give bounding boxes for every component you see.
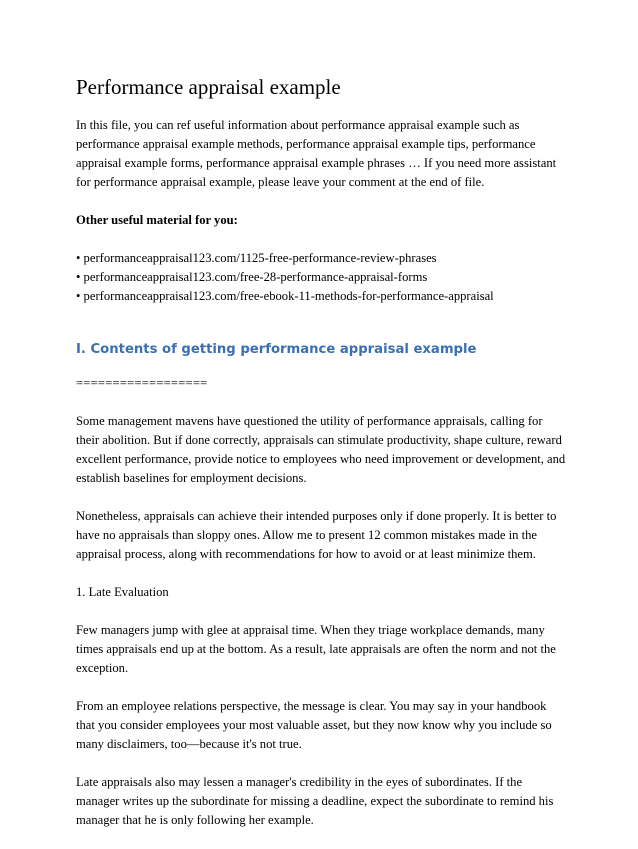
paragraph-line: establish baselines for employment decisions. xyxy=(76,471,307,485)
paragraph-5 xyxy=(76,773,566,830)
paragraph-line: exception. xyxy=(76,661,129,675)
paragraph-line: times appraisals end up at the bottom. As a result, late appraisals are often the norm and not the xyxy=(76,642,556,656)
intro-line: performance appraisal example methods, performance appraisal example tips, performance xyxy=(76,137,536,151)
paragraph-2 xyxy=(76,507,566,564)
item-1-heading: 1. Late Evaluation xyxy=(76,585,169,599)
paragraph-line: appraisal process, along with recommendations for how to avoid or at least minimize them. xyxy=(76,547,536,561)
section-heading: I. Contents of getting performance appraisal example xyxy=(76,342,477,357)
paragraph-line: From an employee relations perspective, the message is clear. You may say in your handbook xyxy=(76,699,547,713)
intro-line: for performance appraisal example, please leave your comment at the end of file. xyxy=(76,175,485,189)
paragraph-line: Some management mavens have questioned the utility of performance appraisals, calling for xyxy=(76,414,543,428)
intro-paragraph xyxy=(76,116,566,192)
paragraph-line: many disclaimers, too—because it's not true. xyxy=(76,737,302,751)
paragraph-line: Nonetheless, appraisals can achieve their intended purposes only if done properly. It is better to xyxy=(76,509,557,523)
document-title: Performance appraisal example xyxy=(76,75,341,99)
paragraph-line: have no appraisals than sloppy ones. Allow me to present 12 common mistakes made in the xyxy=(76,528,537,542)
paragraph-line: that you consider employees your most valuable asset, but they now know why you include so xyxy=(76,718,552,732)
paragraph-1 xyxy=(76,412,566,488)
useful-links-list xyxy=(76,249,566,306)
useful-link[interactable]: • performanceappraisal123.com/1125-free-performance-review-phrases xyxy=(76,251,437,265)
item-1-heading-block xyxy=(76,583,566,602)
paragraph-line: Few managers jump with glee at appraisal time. When they triage workplace demands, many xyxy=(76,623,545,637)
paragraph-4 xyxy=(76,697,566,754)
useful-material-heading-block xyxy=(76,211,566,230)
paragraph-3 xyxy=(76,621,566,678)
useful-link[interactable]: • performanceappraisal123.com/free-ebook-11-methods-for-performance-appraisal xyxy=(76,289,494,303)
paragraph-line: their abolition. But if done correctly, appraisals can stimulate productivity, shape culture, reward xyxy=(76,433,562,447)
paragraph-line: Late appraisals also may lessen a manager's credibility in the eyes of subordinates. If the xyxy=(76,775,523,789)
intro-line: In this file, you can ref useful information about performance appraisal example such as xyxy=(76,118,520,132)
paragraph-line: manager that he is only following her example. xyxy=(76,813,314,827)
section-divider: ================== xyxy=(76,376,208,390)
paragraph-line: manager writes up the subordinate for missing a deadline, expect the subordinate to remind his xyxy=(76,794,554,808)
useful-link[interactable]: • performanceappraisal123.com/free-28-performance-appraisal-forms xyxy=(76,270,428,284)
useful-material-heading: Other useful material for you: xyxy=(76,213,238,227)
paragraph-line: excellent performance, provide notice to employees who need improvement or development, and xyxy=(76,452,566,466)
intro-line: appraisal example forms, performance appraisal example phrases … If you need more assistant xyxy=(76,156,557,170)
document-content xyxy=(76,74,566,849)
